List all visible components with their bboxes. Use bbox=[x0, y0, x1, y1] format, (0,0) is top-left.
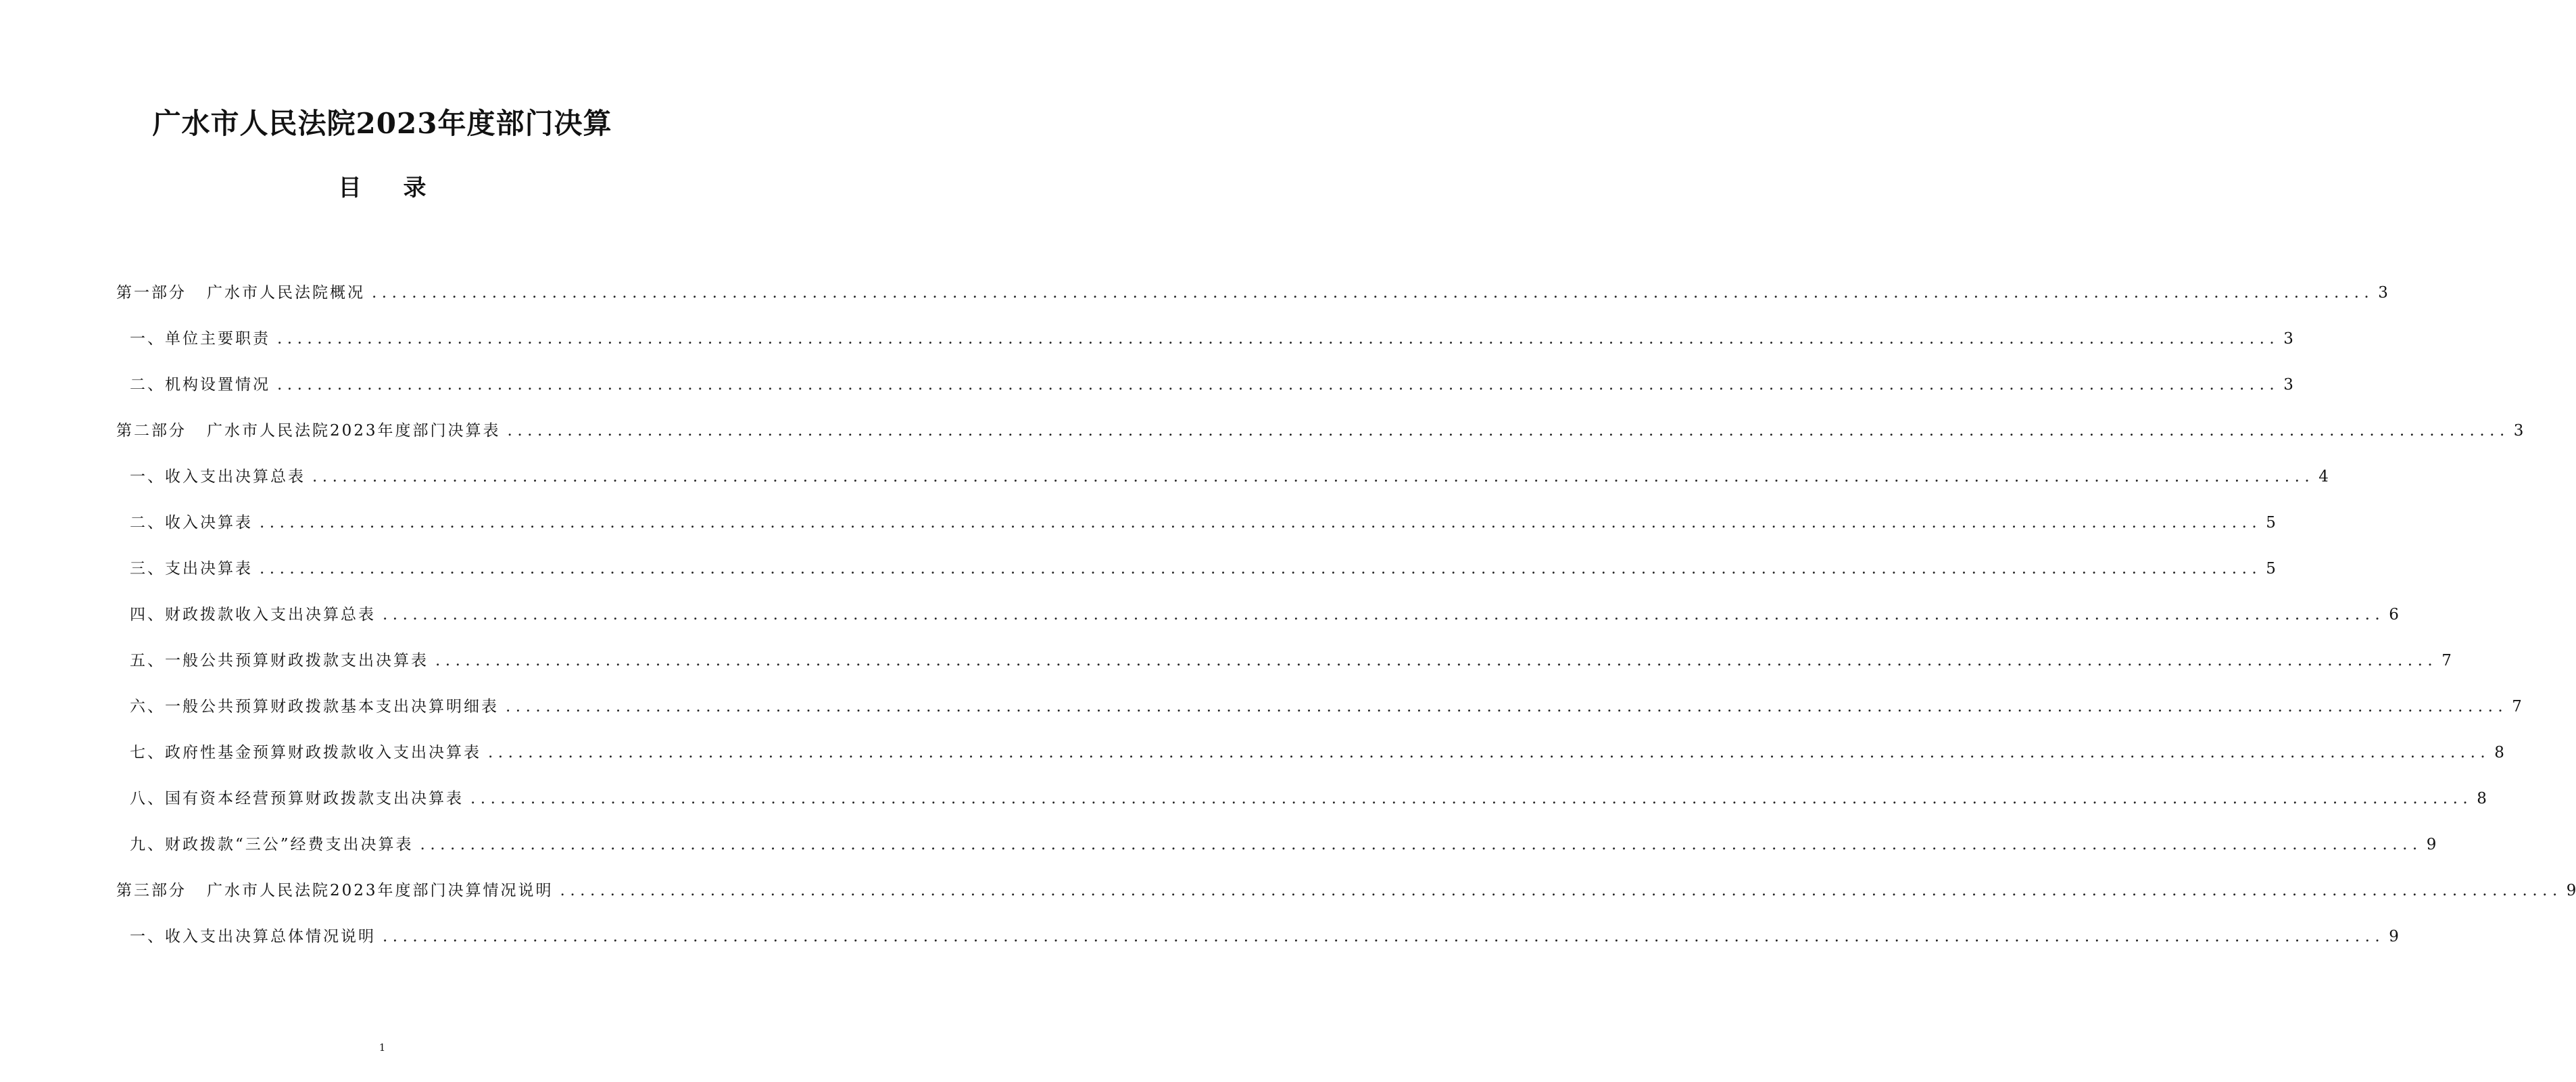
toc-part-prefix: 第三部分 bbox=[116, 882, 187, 899]
toc-dot-leader: ........................................................................................................................................................................................................ bbox=[372, 284, 2375, 302]
toc-heading-left: 目 bbox=[338, 174, 362, 202]
document-title: 广水市人民法院2023年度部门决算 bbox=[152, 107, 612, 140]
toc-entry-text bbox=[116, 648, 429, 670]
toc-entry-label: 二、收入决算表 bbox=[130, 514, 253, 532]
toc-page-number: 3 bbox=[2378, 284, 2388, 302]
toc-entry[interactable] bbox=[116, 648, 2452, 694]
toc-page-number: 9 bbox=[2426, 836, 2437, 853]
toc-page-number: 3 bbox=[2283, 376, 2293, 394]
toc-entry-text bbox=[116, 510, 253, 532]
toc-dot-leader: ........................................................................................................................................................................................................ bbox=[488, 744, 2491, 761]
toc-page-number: 5 bbox=[2266, 514, 2276, 532]
toc-entry-text bbox=[116, 740, 481, 762]
toc-dot-leader: ........................................................................................................................................................................................................ bbox=[420, 836, 2423, 853]
toc-entry-text bbox=[116, 556, 253, 578]
toc-entry[interactable] bbox=[116, 372, 2293, 418]
toc-entry[interactable] bbox=[116, 280, 2388, 326]
toc-entry-label: 八、国有资本经营预算财政拨款支出决算表 bbox=[130, 790, 464, 807]
toc-entry-text bbox=[116, 786, 464, 808]
toc-entry-label: 四、财政拨款收入支出决算总表 bbox=[130, 606, 376, 624]
toc-entry-label: 二、机构设置情况 bbox=[130, 376, 270, 394]
toc-page-number: 8 bbox=[2494, 744, 2504, 761]
toc-entry[interactable] bbox=[116, 740, 2504, 786]
page-number: 1 bbox=[379, 1041, 386, 1054]
toc-dot-leader: ........................................................................................................................................................................................................ bbox=[312, 468, 2315, 486]
toc-entry-text bbox=[116, 326, 270, 348]
toc-entry-text bbox=[116, 464, 306, 486]
toc-dot-leader: ........................................................................................................................................................................................................ bbox=[560, 882, 2562, 899]
toc-page-number: 4 bbox=[2318, 468, 2329, 486]
toc-entry[interactable] bbox=[116, 878, 2576, 924]
toc-part-prefix: 第一部分 bbox=[116, 284, 187, 302]
toc-page-number: 5 bbox=[2266, 560, 2276, 578]
toc-entry-text bbox=[116, 694, 499, 716]
toc-entry-label: 一、单位主要职责 bbox=[130, 330, 270, 348]
toc-page-number: 7 bbox=[2441, 652, 2452, 669]
toc-entry-label: 六、一般公共预算财政拨款基本支出决算明细表 bbox=[130, 698, 499, 715]
toc-page-number: 3 bbox=[2283, 330, 2293, 348]
toc-entry[interactable] bbox=[116, 510, 2276, 556]
toc-entry-text bbox=[116, 878, 554, 900]
toc-page-number: 6 bbox=[2389, 606, 2399, 624]
toc-entry[interactable] bbox=[116, 832, 2437, 878]
toc-entry-label: 一、收入支出决算总体情况说明 bbox=[130, 928, 376, 945]
toc-entry-text bbox=[116, 602, 376, 624]
toc-entry[interactable] bbox=[116, 924, 2399, 970]
toc-heading bbox=[0, 169, 764, 202]
toc-dot-leader: ........................................................................................................................................................................................................ bbox=[383, 928, 2385, 945]
toc-entry-text bbox=[116, 832, 414, 854]
toc-entry-label: 三、支出决算表 bbox=[130, 560, 253, 578]
toc-entry-label: 广水市人民法院2023年度部门决算情况说明 bbox=[207, 882, 554, 899]
toc-dot-leader: ........................................................................................................................................................................................................ bbox=[435, 652, 2438, 669]
toc-entry-label: 五、一般公共预算财政拨款支出决算表 bbox=[130, 652, 429, 669]
toc-page-number: 8 bbox=[2477, 790, 2487, 807]
toc-page-number: 3 bbox=[2513, 422, 2524, 440]
toc-entry-label: 广水市人民法院概况 bbox=[207, 284, 365, 302]
toc-entry-label: 一、收入支出决算总表 bbox=[130, 468, 306, 486]
toc-entry-text bbox=[116, 924, 376, 946]
toc-entry[interactable] bbox=[116, 786, 2487, 832]
toc-dot-leader: ........................................................................................................................................................................................................ bbox=[260, 560, 2262, 578]
toc-dot-leader: ........................................................................................................................................................................................................ bbox=[383, 606, 2385, 624]
toc-entry[interactable] bbox=[116, 418, 2524, 464]
toc-entry[interactable] bbox=[116, 602, 2399, 648]
toc-dot-leader: ........................................................................................................................................................................................................ bbox=[506, 698, 2508, 715]
toc-dot-leader: ........................................................................................................................................................................................................ bbox=[277, 330, 2280, 348]
toc-dot-leader: ........................................................................................................................................................................................................ bbox=[260, 514, 2262, 532]
toc-entry[interactable] bbox=[116, 464, 2329, 510]
toc-entry-text bbox=[116, 280, 365, 302]
toc-dot-leader: ........................................................................................................................................................................................................ bbox=[507, 422, 2510, 440]
toc-entry-label: 九、财政拨款“三公”经费支出决算表 bbox=[130, 836, 414, 853]
toc-page-number: 7 bbox=[2512, 698, 2522, 715]
toc-dot-leader: ........................................................................................................................................................................................................ bbox=[277, 376, 2280, 394]
toc-entry[interactable] bbox=[116, 556, 2276, 602]
toc-entry[interactable] bbox=[116, 326, 2293, 372]
toc-page-number: 9 bbox=[2389, 928, 2399, 945]
toc-page-number: 9 bbox=[2566, 882, 2576, 899]
toc-entry-text bbox=[116, 418, 501, 440]
toc-part-prefix: 第二部分 bbox=[116, 422, 187, 440]
table-of-contents bbox=[116, 280, 2576, 970]
toc-entry-label: 七、政府性基金预算财政拨款收入支出决算表 bbox=[130, 744, 481, 761]
toc-dot-leader: ........................................................................................................................................................................................................ bbox=[470, 790, 2473, 807]
toc-entry-text bbox=[116, 372, 270, 394]
toc-entry-label: 广水市人民法院2023年度部门决算表 bbox=[207, 422, 501, 440]
toc-entry[interactable] bbox=[116, 694, 2522, 740]
toc-heading-right: 录 bbox=[403, 174, 427, 202]
